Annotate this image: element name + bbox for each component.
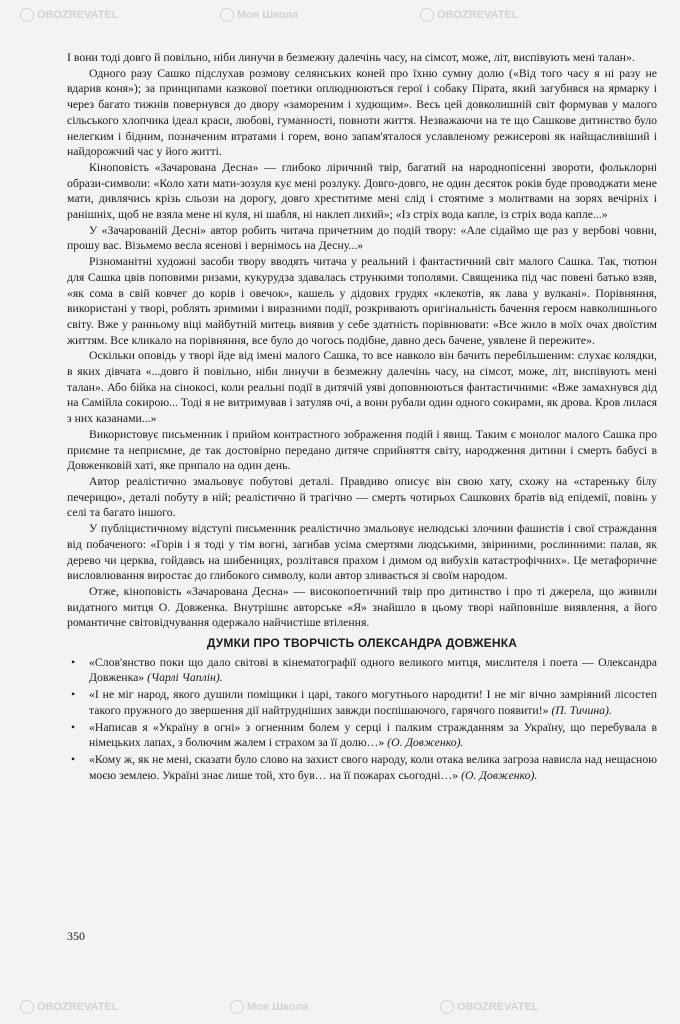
page-content [67, 50, 657, 784]
watermark-logo: OBOZREVATEL [420, 8, 518, 22]
bullet-icon: • [71, 655, 76, 669]
paragraph: У «Зачарованій Десні» автор робить читача причетним до подій твору: «Але сідаймо ще раз у вербові човни, прошу вас. Візьмемо весла ясенові і вернімось на Десну...» [67, 223, 657, 253]
quote-item [67, 720, 657, 751]
watermark-logo: Моя Школа [230, 1000, 308, 1014]
paragraph: Отже, кіноповість «Зачарована Десна» — високопоетичний твір про дитинство і про ті джерела, що живили видатного митця О. Довженка. Внутрішнє авторське «Я» знайшло в цьому творі найповніше виявлення, а його романтичне світовідчування одержало найчистіше втілення. [67, 584, 657, 630]
bullet-icon: • [71, 688, 76, 702]
quote-text: «Написав я «Україну в огні» з огненним болем у серці і палким стражданням за Україну, що перебувала в німецьких лапах, з болючим жалем і страхом за її долю…» [89, 720, 657, 750]
quote-list [67, 655, 657, 784]
bullet-icon: • [71, 720, 76, 734]
bullet-icon: • [71, 752, 76, 766]
watermark-logo: OBOZREVATEL [440, 1000, 538, 1014]
quote-author: (П. Тичина). [551, 703, 612, 717]
quote-author: (О. Довженко). [387, 736, 464, 750]
watermark-logo: Моя Школа [220, 8, 298, 22]
paragraph: Оскільки оповідь у творі йде від імені малого Сашка, то все навколо він бачить перебільшеним: слухає колядки, в яких дівчата «...довго й повільно, ніби линучи в безмежну далечінь часу, на сімсот, може, літ, виспівують мені талан». Або бійка на сінокосі, коли реальні події в дитячій уяві доповнюються фантастичними: «Вже замахнувся дід на Самійла сокирою... Тоді я не витримував і затуляв очі, а вони рубали один одного сокирами, як дрова. Кров лилася з них казанами...» [67, 349, 657, 426]
section-title: ДУМКИ ПРО ТВОРЧІСТЬ ОЛЕКСАНДРА ДОВЖЕНКА [206, 636, 518, 651]
quote-item [67, 752, 657, 783]
paragraph: Автор реалістично змальовує побутові деталі. Правдиво описує він свою хату, схожу на «стареньку білу печерицю», деталі побуту в ній; реалістично й трагічно — смерть чотирьох Сашкових братів від епідемії, повінь у селі та багато іншого. [67, 474, 657, 520]
quote-text: «І не міг народ, якого душили поміщики і царі, такого могутнього народити! І не міг вічно замріяний лісостеп такого пружного до звершення дії найтрудніших завжди поспішаючого, гарячого появити!» [89, 688, 657, 717]
page-number: 350 [67, 929, 85, 943]
watermark-logo: OBOZREVATEL [20, 8, 118, 22]
quote-item [67, 687, 657, 718]
quote-author: (О. Довженко). [461, 768, 538, 782]
quote-text: «Кому ж, як не мені, сказати було слово на захист свого народу, коли отака велика загроза нависла над нещасною моєю землею. Україні знає лише той, хто був… на її пожарах сьогодні…» [89, 752, 657, 782]
paragraph: І вони тоді довго й повільно, ніби линучи в безмежну далечінь часу, на сімсот, може, літ, виспівують мені талан». [67, 51, 635, 64]
watermark-logo: OBOZREVATEL [20, 1000, 118, 1014]
paragraph: У публіцистичному відступі письменник реалістично змальовує нелюдські злочини фашистів і свої страждання від побаченого: «Горів і я тоді у тім вогні, загибав усіма смертями людськими, звіриними, рослинними: палав, як дерево чи церква, гойдавсь на шибеницях, розлітався прахом і димом од вибухів катастрофічних». Це метафоричне висловлювання виростає до глибокого символу, коли автор зливається зі своїм народом. [67, 522, 657, 583]
paragraph: Використовує письменник і прийом контрастного зображення подій і явищ. Таким є монолог малого Сашка про приємне та неприємне, де так достовірно передано дитяче сприйняття світу, народження дитини і смерть бабусі в Довженковій хаті, яке припало на один день. [67, 427, 657, 473]
quote-item [67, 655, 657, 686]
quote-author: (Чарлі Чаплін). [147, 671, 223, 685]
paragraph: Кіноповість «Зачарована Десна» — глибоко ліричний твір, багатий на народнопісенні звороти, фольклорні образи-символи: «Коло хати мати-зозуля кує мені розлуку. Довго-довго, не один десяток років буде проводжати мене мати, дивлячись крізь сльози на дорогу, довго хреститиме мені слід і стоятиме з молитвами на зорях вечірніх і ранішніх, щоб не взяла мене ні куля, ні шабля, ні наклеп лихий»; «Із стріх вода капле, із стріх вода капле...» [67, 160, 657, 222]
quote-text: «Слов'янство поки що дало світові в кінематографії одного великого митця, мислителя і поета — Олександра Довженка» [89, 655, 657, 685]
paragraph: Різноманітні художні засоби твору вводять читача у реальний і фантастичний світ малого Сашка. Так, тютюн для Сашка цвів поповими ризами, кукурудза здавалась стрункими тополями. Священика під час повені батько взяв, «як сома в свій ковчег до корів і овечок», кашель у дідових грудях «клекотів, як лава у вулкані». Порівняння, використані у творі, роблять зримими і виразними події, розкривають оригінальність бачення героєм навколишнього світу. Вже у ранньому віці майбутній митець виявив у себе здатність порівнювати: «Все жило в моїх очах двоїстим життям. Все кликало на порівняння, все було до чогось подібне, давно десь бачене, уявлене й пережите». [67, 255, 657, 347]
paragraph: Одного разу Сашко підслухав розмову селянських коней про їхню сумну долю («Від того часу я ні разу не вдарив коня»); за принципами казкової поетики оплюднюються герої і собаку Пірата, який загубився на ярмарку і через багато тижнів повернувся до двору «замореним і худющим». Весь цей довколишній світ формував у малого сільського хлопчика ідеал краси, любові, гуманності, повноти життя. Незважаючи на те що Сашкове дитинство було нелегким і бідним, позначеним втратами і горем, воно запам'яталося уславленому режисерові як найщасливіший і найдорожчий час у його житті. [67, 66, 657, 159]
